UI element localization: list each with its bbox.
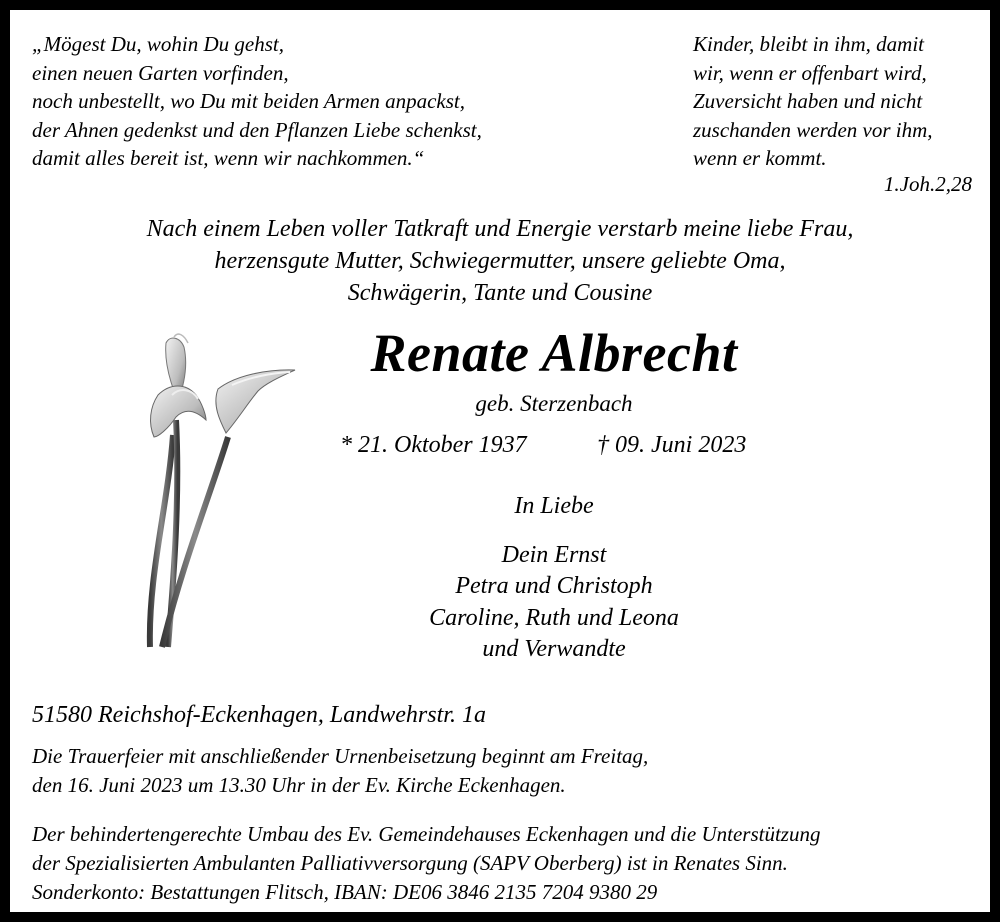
poem-line: der Ahnen gedenkst und den Pflanzen Liebe schenkst, bbox=[32, 117, 482, 142]
bible-verse bbox=[693, 30, 933, 173]
mourner: und Verwandte bbox=[482, 636, 626, 662]
mourner: Caroline, Ruth und Leona bbox=[429, 604, 679, 631]
verse-line: wir, wenn er offenbart wird, bbox=[693, 60, 927, 85]
mourner: Dein Ernst bbox=[501, 541, 607, 568]
intro-line: herzensgute Mutter, Schwiegermutter, unsere geliebte Oma, bbox=[214, 248, 786, 274]
verse-line: Kinder, bleibt in ihm, damit bbox=[693, 32, 924, 56]
poem-line: einen neuen Garten vorfinden, bbox=[32, 60, 289, 85]
mourner: Petra und Christoph bbox=[455, 573, 653, 599]
intro-line: Schwägerin, Tante und Cousine bbox=[347, 280, 653, 306]
mourners-heading: In Liebe bbox=[514, 493, 594, 519]
death-date: † 09. Juni 2023 bbox=[597, 432, 747, 458]
poem-line: „Mögest Du, wohin Du gehst, bbox=[32, 32, 284, 56]
mourners-list bbox=[0, 491, 1000, 666]
verse-line: wenn er kommt. bbox=[693, 146, 827, 171]
donation-line: Der behindertengerechte Umbau des Ev. Gemeindehauses Eckenhagen und die Unterstützung bbox=[32, 822, 821, 846]
poem-quote bbox=[32, 30, 482, 173]
birth-date: * 21. Oktober 1937 bbox=[340, 432, 527, 458]
verse-reference: 1.Joh.2,28 bbox=[883, 172, 972, 196]
birth-name: geb. Sterzenbach bbox=[475, 391, 633, 416]
ceremony-line: den 16. Juni 2023 um 13.30 Uhr in der Ev. Kirche Eckenhagen. bbox=[32, 773, 566, 797]
donation-line: Sonderkonto: Bestattungen Flitsch, IBAN: DE06 3846 2135 7204 9380 29 bbox=[32, 880, 658, 904]
verse-line: zuschanden werden vor ihm, bbox=[693, 117, 933, 142]
ceremony-notice bbox=[32, 742, 648, 800]
intro-text bbox=[0, 213, 1000, 309]
poem-line: damit alles bereit ist, wenn wir nachkommen.“ bbox=[32, 146, 425, 171]
donation-notice bbox=[32, 820, 820, 907]
donation-line: der Spezialisierten Ambulanten Palliativversorgung (SAPV Oberberg) ist in Renates Sinn. bbox=[32, 851, 788, 875]
intro-line: Nach einem Leben voller Tatkraft und Energie verstarb meine liebe Frau, bbox=[146, 216, 854, 242]
address: 51580 Reichshof-Eckenhagen, Landwehrstr. 1a bbox=[32, 702, 486, 728]
ceremony-line: Die Trauerfeier mit anschließender Urnenbeisetzung beginnt am Freitag, bbox=[32, 744, 649, 768]
deceased-name: Renate Albrecht bbox=[370, 323, 738, 383]
verse-line: Zuversicht haben und nicht bbox=[693, 89, 923, 114]
poem-line: noch unbestellt, wo Du mit beiden Armen anpackst, bbox=[32, 89, 465, 114]
